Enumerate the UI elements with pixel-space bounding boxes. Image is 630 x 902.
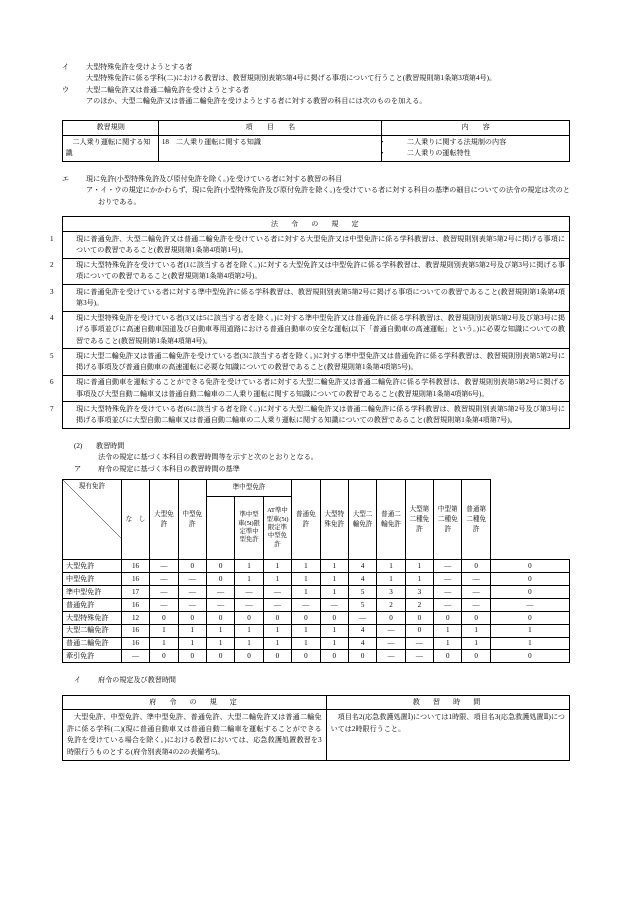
- matrix-col-largemoto: 大型二輪免許: [348, 480, 376, 560]
- item-e-section: [62, 174, 570, 208]
- legal-row-6: [50, 375, 570, 401]
- matrix-cell: 0: [206, 650, 234, 663]
- bullet-icon: ・: [378, 137, 386, 146]
- matrix-cell: —: [206, 598, 234, 611]
- matrix-cell: —: [377, 637, 405, 650]
- regulation-hours-table: [62, 695, 570, 762]
- matrix-cell: 0: [178, 560, 206, 573]
- matrix-cell: 5: [348, 586, 376, 599]
- matrix-header-row-1: [63, 480, 570, 497]
- legal-header-row: [63, 217, 570, 232]
- legal-row-text: 現に大型二輪免許又は普通二輪免許を受けている者(3に該当する者を除く。)に対する準中型免許又は普通免許に係る学科教習は、教習規則別表第5第2号に掲げる事項及び普通自動車の高速運転に必要な知識についての教習であること(教習規則第1条第4項第5号)。: [76, 351, 565, 372]
- item-e-heading: [62, 174, 570, 185]
- kamoku-header-contents: 内 容: [382, 120, 570, 135]
- table-row: [63, 232, 570, 258]
- kamoku-cell-kisoku: 二人乗り運転に関する知識: [63, 135, 159, 161]
- matrix-cell: 0: [462, 650, 490, 663]
- matrix-cell: 1: [292, 586, 320, 599]
- section-2-marker: (2): [74, 441, 83, 450]
- matrix-cell: 0: [405, 611, 433, 624]
- matrix-cell: 1: [320, 560, 348, 573]
- item-i-heading: [62, 62, 570, 73]
- legal-row-3: [50, 285, 570, 311]
- matrix-cell: 4: [348, 560, 376, 573]
- matrix-cell: —: [178, 573, 206, 586]
- matrix-cell: —: [235, 586, 263, 599]
- matrix-cell: 1: [377, 560, 405, 573]
- matrix-cell: 0: [292, 650, 320, 663]
- matrix-row-label: 普通免許: [63, 598, 122, 611]
- matrix-cell: 12: [121, 611, 149, 624]
- table-row: [63, 560, 570, 573]
- matrix-colgroup-semimedium: 準中型免許: [206, 480, 291, 497]
- matrix-cell: 1: [263, 624, 291, 637]
- matrix-cell: —: [150, 598, 178, 611]
- matrix-corner-label: 現有免許: [78, 482, 106, 490]
- table-row: [63, 349, 570, 375]
- matrix-col-ordinaryclass2: 普通第二種免許: [462, 480, 490, 560]
- sub-a-marker: ア: [74, 464, 82, 473]
- matrix-cell: —: [178, 598, 206, 611]
- matrix-cell: 1: [462, 637, 490, 650]
- matrix-col-none: な し: [121, 480, 149, 560]
- matrix-cell: 0: [377, 611, 405, 624]
- table-row: [63, 375, 570, 401]
- matrix-cell: 0: [206, 560, 234, 573]
- matrix-cell: —: [235, 598, 263, 611]
- matrix-cell: 1: [292, 560, 320, 573]
- legal-row-5: [50, 349, 570, 375]
- matrix-cell: —: [462, 598, 490, 611]
- matrix-cell: 0: [434, 650, 462, 663]
- final-header-regulation: 府 令 の 規 定: [63, 695, 327, 710]
- matrix-cell: 0: [178, 611, 206, 624]
- matrix-cell: 16: [121, 573, 149, 586]
- matrix-cell: —: [263, 586, 291, 599]
- legal-row-text: 現に大型特殊免許を受けている者(6に該当する者を除く。)に対する大型二輪免許又は普通二輪免許に係る学科教習は、教習規則別表第5第2号及び第3号に掲げる事項並びに大型自動二輪車又は普通自動二輪車の二人乗り運転に関する知識についての教習であること(教習規則第1条第4項第7号)。: [76, 404, 565, 425]
- matrix-cell: —: [462, 573, 490, 586]
- final-header-hours: 教 習 時 間: [326, 695, 569, 710]
- matrix-cell: 1: [292, 573, 320, 586]
- item-u-marker: ウ: [62, 85, 70, 94]
- matrix-cell: 17: [121, 586, 149, 599]
- list-item: [378, 148, 567, 159]
- table-row: [63, 135, 570, 161]
- matrix-cell: —: [150, 573, 178, 586]
- matrix-cell: 1: [320, 637, 348, 650]
- matrix-cell: —: [377, 650, 405, 663]
- kamoku-cell-itemname: [159, 135, 382, 161]
- kamoku-cell-contents: [378, 135, 570, 161]
- matrix-cell: 1: [490, 624, 569, 637]
- matrix-cell: 0: [490, 586, 569, 599]
- matrix-cell: —: [150, 560, 178, 573]
- matrix-cell: 1: [292, 637, 320, 650]
- content-text: 二人乗りに関する法規制の内容: [406, 137, 507, 146]
- matrix-cell: 0: [490, 573, 569, 586]
- table-row: [63, 650, 570, 663]
- item-i-body: 大型特殊免許に係る学科(二)における教習は、教習規則別表第5第4号に掲げる事項について行うこと(教習規則第1条第3項第4号)。: [86, 74, 497, 83]
- kamoku-item-name: 二人乗り運転に関する知識: [175, 137, 261, 146]
- table-row: [63, 598, 570, 611]
- table-row: [63, 285, 570, 311]
- matrix-cell: 4: [348, 624, 376, 637]
- legal-row-number: 5: [50, 351, 54, 360]
- kamoku-item-number: 18: [161, 137, 169, 146]
- legal-row-text: 現に大型特殊免許を受けている者(3又は5に該当する者を除く。)に対する準中型免許又は普通免許に係る学科教習は、教習規則別表第5第2号及び第3号に掲げる事項並びに高速自動車国道及び自動車専用道路における普通自動車の安全な運転(以下「普通自動車の高速運転」という。)に必要な知識についての教習であること(教習規則第1条第4項第4号)。: [76, 313, 565, 345]
- matrix-cell: —: [490, 598, 569, 611]
- matrix-cell: 1: [235, 573, 263, 586]
- matrix-cell: 1: [150, 624, 178, 637]
- matrix-cell: 1: [320, 573, 348, 586]
- matrix-cell: 0: [320, 611, 348, 624]
- matrix-cell: —: [434, 586, 462, 599]
- matrix-cell: —: [434, 573, 462, 586]
- final-header-row: [63, 695, 570, 710]
- matrix-subcol-semimedium-plain: [206, 496, 234, 559]
- matrix-cell: 0: [320, 650, 348, 663]
- matrix-cell: 2: [405, 598, 433, 611]
- matrix-cell: 1: [206, 637, 234, 650]
- item-i-marker: イ: [62, 63, 70, 71]
- matrix-row-label: 牽引免許: [63, 650, 122, 663]
- legal-row-1: [50, 232, 570, 258]
- table-row: [63, 637, 570, 650]
- table-row: [63, 573, 570, 586]
- kamoku-header-row: [63, 120, 570, 135]
- matrix-cell: 0: [292, 611, 320, 624]
- matrix-cell: 0: [150, 650, 178, 663]
- matrix-cell: 16: [121, 637, 149, 650]
- matrix-cell: —: [348, 611, 376, 624]
- legal-provisions-table: [50, 216, 570, 428]
- item-u-heading: [62, 85, 570, 96]
- matrix-cell: 0: [235, 611, 263, 624]
- legal-row-4: [50, 311, 570, 349]
- section-2-sub-i-heading: [62, 675, 570, 686]
- matrix-cell: —: [405, 650, 433, 663]
- item-u-heading-text: 大型二輪免許又は普通二輪免許を受けようとする者: [86, 85, 250, 94]
- legal-row-text: 現に大型特殊免許を受けている者(1に該当する者を除く。)に対する大型免許又は中型免許に係る学科教習は、教習規則別表第5第2号及び第3号に掲げる事項についての教習であること(教習規則第1条第4項第2号)。: [76, 261, 565, 281]
- item-u-body: アのほか、大型二輪免許又は普通二輪免許を受けようとする者に対する教習の科目には次のものを加える。: [86, 97, 427, 106]
- content-text: 二人乗りの運転特性: [406, 149, 471, 158]
- matrix-cell: 1: [178, 624, 206, 637]
- matrix-cell: 1: [292, 624, 320, 637]
- matrix-cell: —: [150, 586, 178, 599]
- matrix-cell: —: [462, 586, 490, 599]
- table-row: [63, 402, 570, 428]
- matrix-cell: —: [292, 598, 320, 611]
- matrix-cell: 1: [462, 624, 490, 637]
- table-row: [63, 710, 570, 761]
- item-e-body: ア・イ・ウの規定にかかわらず、現に免許(小型特殊免許及び原付免許を除く。)を受けている者に対する科目の基準の細目についての法令の規定は次のとおりである。: [86, 186, 570, 206]
- matrix-cell: 1: [405, 573, 433, 586]
- kamoku-header-kisoku: 教習規則: [63, 120, 159, 135]
- legal-row-number: 2: [50, 261, 54, 270]
- matrix-col-mediumclass2: 中型第二種免許: [434, 480, 462, 560]
- matrix-corner-cell: [63, 480, 122, 560]
- matrix-cell: 5: [348, 598, 376, 611]
- table-row: [63, 311, 570, 349]
- matrix-cell: 0: [206, 611, 234, 624]
- matrix-row-label: 普通二輪免許: [63, 637, 122, 650]
- legal-row-7: [50, 402, 570, 428]
- matrix-cell: 4: [348, 573, 376, 586]
- matrix-cell: 1: [263, 573, 291, 586]
- matrix-cell: 1: [320, 624, 348, 637]
- matrix-cell: 0: [178, 650, 206, 663]
- sub-i-marker: イ: [74, 676, 82, 685]
- matrix-cell: —: [434, 560, 462, 573]
- matrix-cell: 16: [121, 560, 149, 573]
- matrix-cell: 0: [405, 624, 433, 637]
- matrix-cell: 0: [490, 611, 569, 624]
- matrix-col-largeclass2: 大型第二種免許: [405, 480, 433, 560]
- matrix-cell: 0: [490, 560, 569, 573]
- matrix-cell: 0: [348, 650, 376, 663]
- matrix-col-large: 大型免許: [150, 480, 178, 560]
- intro-section: [62, 62, 570, 108]
- matrix-cell: 1: [377, 573, 405, 586]
- matrix-cell: —: [405, 637, 433, 650]
- matrix-cell: 0: [206, 573, 234, 586]
- matrix-cell: 3: [377, 586, 405, 599]
- matrix-cell: 4: [348, 637, 376, 650]
- legal-row-2: [50, 258, 570, 284]
- matrix-row-label: 大型特殊免許: [63, 611, 122, 624]
- legal-row-number: 3: [50, 287, 54, 296]
- section-2-heading-text: 教習時間: [96, 441, 125, 450]
- section-2-heading: [62, 441, 570, 452]
- sub-a-heading-text: 府令の規定に基づく本科目の教習時間の基準: [98, 464, 240, 473]
- section-2: [62, 441, 570, 475]
- table-row: [63, 611, 570, 624]
- table-row: [63, 586, 570, 599]
- legal-row-number: 1: [50, 234, 54, 243]
- matrix-col-medium: 中型免許: [178, 480, 206, 560]
- legal-row-text: 現に普通自動車を運転することができる免許を受けている者に対する大型二輪免許又は普通二輪免許に係る学科教習は、教習規則別表第5第2号に掲げる事項及び大型自動二輪車又は普通自動二輪車の二人乗り運転に関する知識についての教習であること(教習規則第1条第4項第6号)。: [76, 378, 565, 398]
- matrix-cell: 0: [150, 611, 178, 624]
- kamoku-table: [62, 120, 570, 162]
- matrix-cell: —: [178, 586, 206, 599]
- final-cell-regulation: 大型免許、中型免許、準中型免許、普通免許、大型二輪免許又は普通二輪免許に係る学科(二)(現に普通自動車又は普通自動二輪車を運転することができる免許を受けている場合を除く。)における教習においては、応急救護処置教習を3時限行うものとする(府令別表第4の2の表備考5)。: [63, 710, 327, 761]
- section-2-sub-a-heading: [62, 464, 570, 475]
- legal-row-text: 現に普通免許を受けている者に対する準中型免許に係る学科教習は、教習規則別表第5第2号に掲げる事項についての教習であること(教習規則第1条第4項第3号)。: [76, 287, 565, 307]
- matrix-cell: 1: [150, 637, 178, 650]
- matrix-cell: 1: [235, 624, 263, 637]
- matrix-cell: 3: [405, 586, 433, 599]
- matrix-row-label: 中型免許: [63, 573, 122, 586]
- item-i-heading-text: 大型特殊免許を受けようとする者: [86, 63, 193, 71]
- matrix-cell: 1: [235, 560, 263, 573]
- matrix-cell: 0: [462, 560, 490, 573]
- matrix-row-label: 準中型免許: [63, 586, 122, 599]
- matrix-cell: 1: [263, 637, 291, 650]
- final-cell-hours: 項目名2(応急救護処置Ⅰ)については1時限、項目名3(応急救護処置Ⅱ)については2時限行うこと。: [326, 710, 569, 761]
- matrix-cell: 16: [121, 624, 149, 637]
- matrix-subcol-semimedium-5t: 準中型車(5t)限定準中型免許: [235, 496, 263, 559]
- bullet-icon: ・: [378, 149, 386, 158]
- kamoku-header-itemname: 項 目 名: [159, 120, 382, 135]
- matrix-row-label: 大型免許: [63, 560, 122, 573]
- table-row: [63, 624, 570, 637]
- training-hours-matrix: [62, 479, 570, 663]
- section-2-body: 法令の規定に基づく本科目の教習時間等を示すと次のとおりとなる。: [98, 453, 318, 462]
- matrix-cell: —: [434, 598, 462, 611]
- matrix-cell: 0: [434, 611, 462, 624]
- item-e-heading-text: 現に免許(小型特殊免許及び原付免許を除く。)を受けている者に対する教習の科目: [86, 175, 343, 183]
- matrix-cell: 1: [178, 637, 206, 650]
- matrix-cell: —: [320, 598, 348, 611]
- legal-row-number: 4: [50, 313, 54, 322]
- matrix-cell: —: [263, 598, 291, 611]
- legal-row-number: 7: [50, 404, 54, 413]
- matrix-cell: 1: [206, 624, 234, 637]
- matrix-col-ordinarymoto: 普通二輪免許: [377, 480, 405, 560]
- matrix-cell: 1: [434, 624, 462, 637]
- matrix-cell: 16: [121, 598, 149, 611]
- legal-row-number: 6: [50, 378, 54, 387]
- matrix-cell: 2: [377, 598, 405, 611]
- matrix-cell: 0: [263, 650, 291, 663]
- matrix-cell: —: [206, 586, 234, 599]
- matrix-subcol-semimedium-at5t: AT準中型車(5t)限定準中型免許: [263, 496, 291, 559]
- table-row: [63, 258, 570, 284]
- matrix-row-label: 大型二輪免許: [63, 624, 122, 637]
- matrix-cell: 1: [434, 637, 462, 650]
- item-e-marker: エ: [62, 175, 70, 183]
- list-item: [378, 137, 567, 148]
- matrix-cell: —: [121, 650, 149, 663]
- matrix-cell: 1: [263, 560, 291, 573]
- matrix-cell: 1: [235, 637, 263, 650]
- matrix-cell: 0: [462, 611, 490, 624]
- matrix-cell: 1: [405, 560, 433, 573]
- sub-i-heading-text: 府令の規定及び教習時間: [98, 676, 177, 685]
- matrix-cell: —: [377, 624, 405, 637]
- matrix-cell: 1: [490, 637, 569, 650]
- matrix-cell: 0: [263, 611, 291, 624]
- legal-row-text: 現に普通免許、大型二輪免許又は普通二輪免許を受けている者に対する大型免許又は中型免許に係る学科教習は、教習規則別表第5第2号に掲げる事項についての教習であること(教習規則第1条第4項第1号)。: [76, 234, 565, 254]
- matrix-cell: 1: [320, 586, 348, 599]
- matrix-cell: 0: [490, 650, 569, 663]
- matrix-body: [63, 560, 570, 663]
- matrix-cell: 0: [235, 650, 263, 663]
- matrix-col-largespecial: 大型特殊免許: [320, 480, 348, 560]
- legal-table-header: 法 令 の 規 定: [63, 217, 570, 232]
- matrix-col-ordinary: 普通免許: [292, 480, 320, 560]
